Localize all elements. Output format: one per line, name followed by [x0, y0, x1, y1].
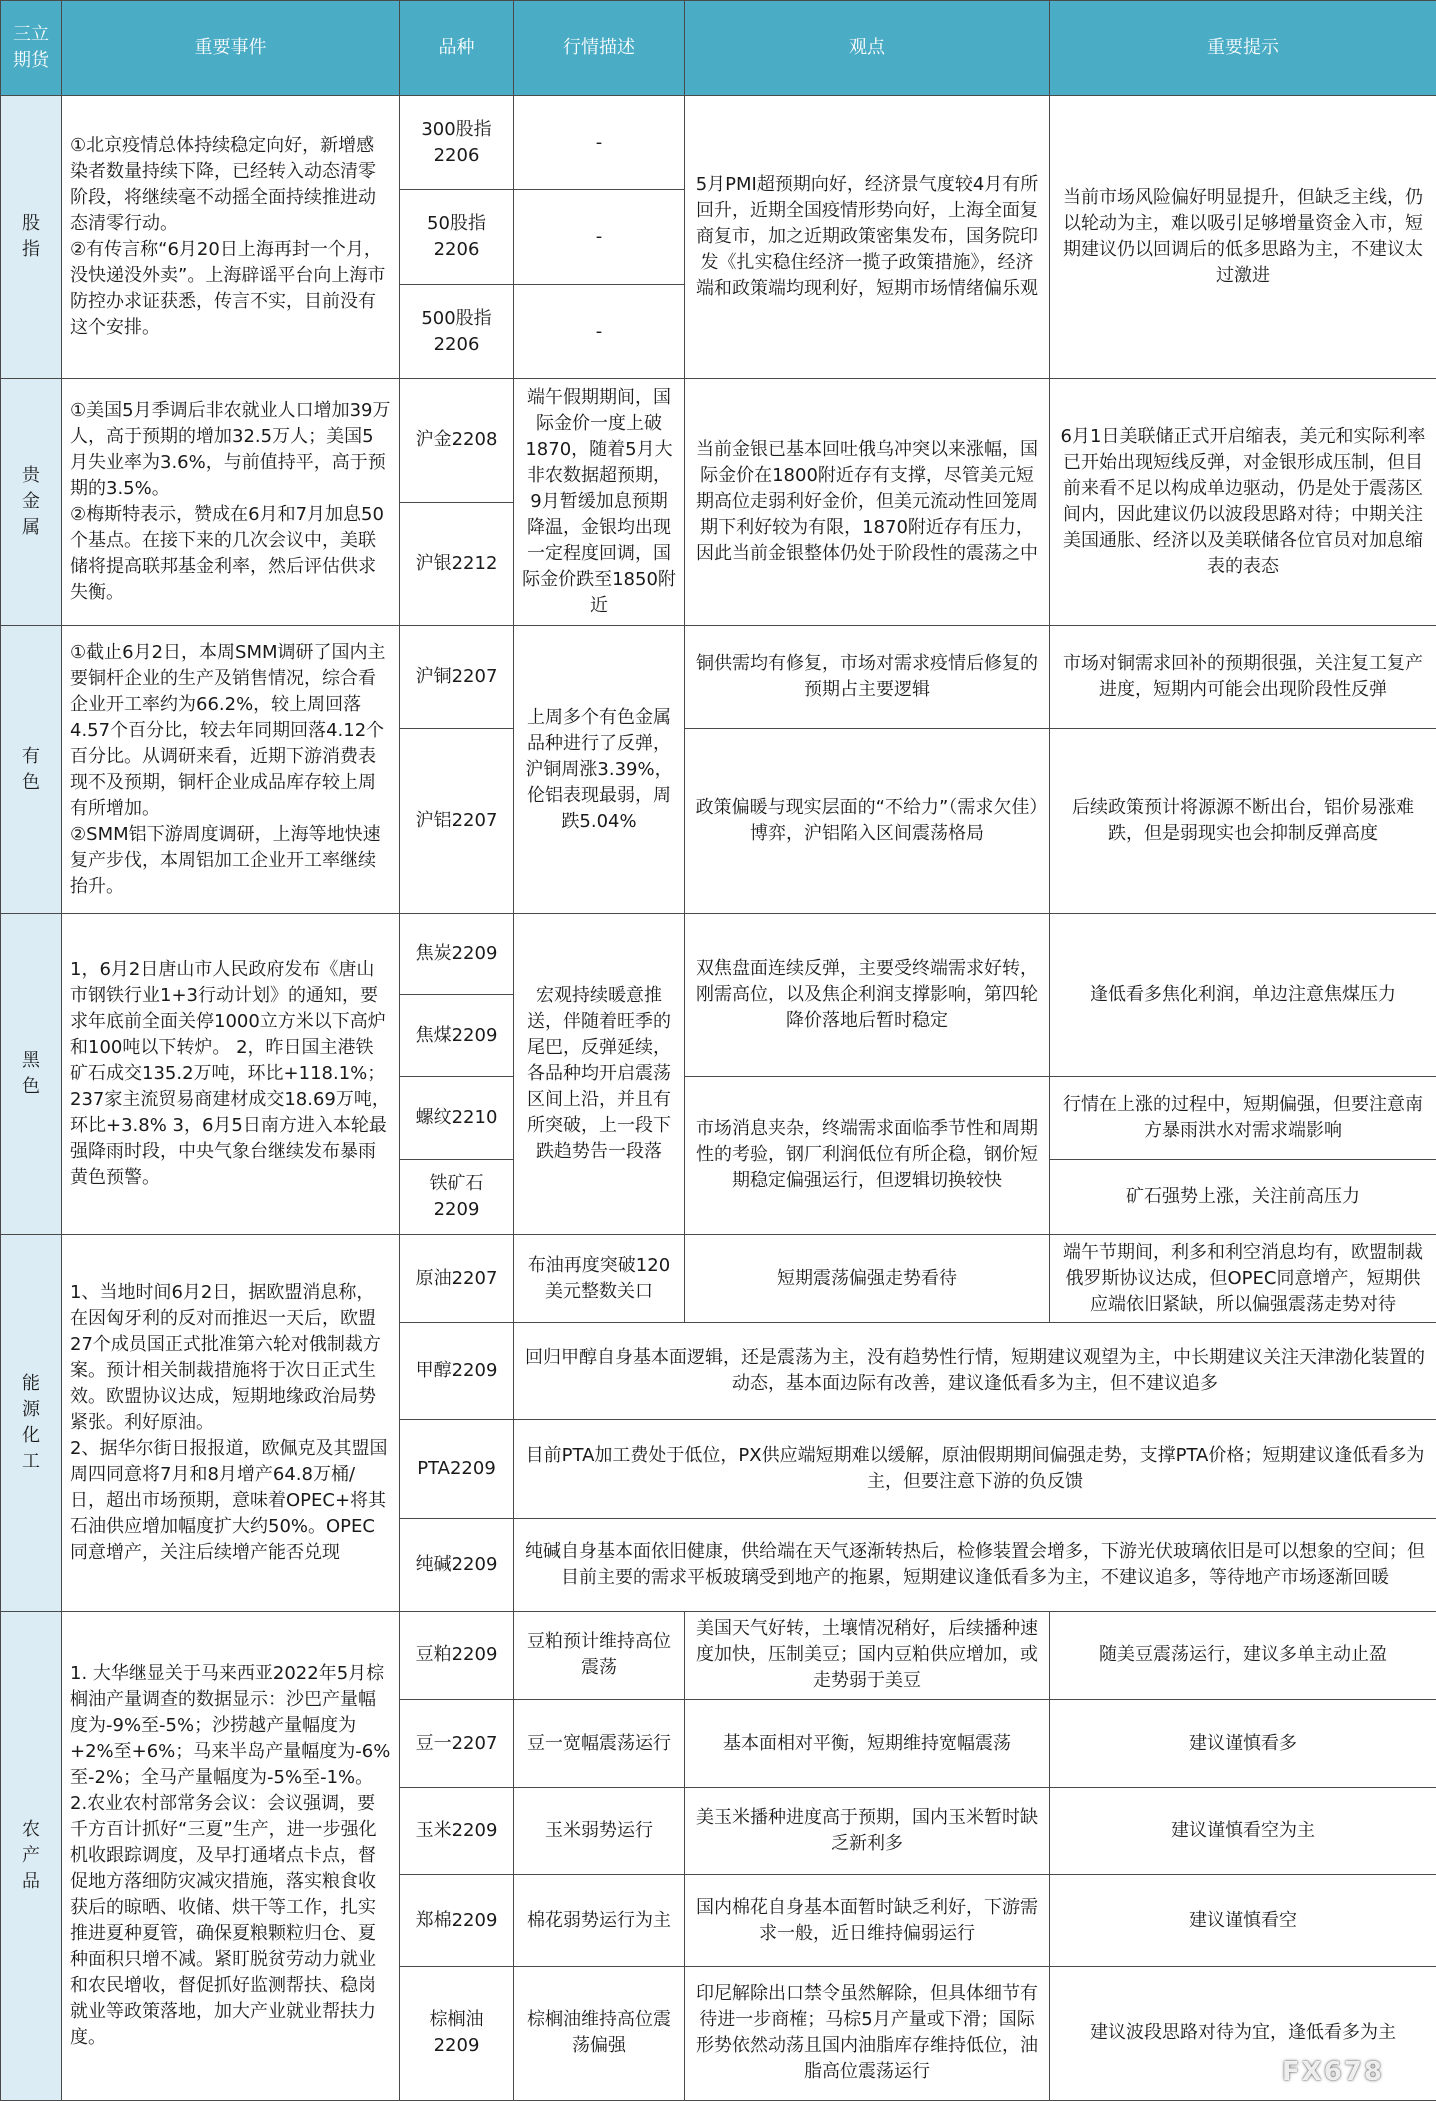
- sector-nonferrous: 有 色: [1, 625, 62, 913]
- nonferrous-events: ①截止6月2日，本周SMM调研了国内主要铜杆企业的生产及销售情况，综合看企业开工率约为66.2%，较上周回落4.57个百分比，较去年同期回落4.12个百分比。从调研来看，近期下游消费表现不及预期，铜杆企业成品库存较上周有所增加。 ②SMM铝下游周度调研，上海等地快速复产步伐，本周铝加工企业开工率继续抬升。: [62, 625, 400, 913]
- variety-cell: 甲醇2209: [400, 1323, 514, 1419]
- view-cell: 政策偏暖与现实层面的“不给力”（需求欠佳）博弈，沪铝陷入区间震荡格局: [685, 729, 1050, 914]
- variety-cell: 焦炭2209: [400, 914, 514, 995]
- variety-cell: 棕榈油2209: [400, 1966, 514, 2100]
- variety-cell: 郑棉2209: [400, 1875, 514, 1966]
- table-row: [1, 96, 1436, 190]
- metal-tip: 6月1日美联储正式开启缩表，美元和实际利率已开始出现短线反弹，对金银形成压制，但目前来看不足以构成单边驱动，仍是处于震荡区间内，因此建议仍以波段思路对待；中期关注美国通胀、经济以及美联储各位官员对加息缩表的表态: [1050, 379, 1436, 626]
- desc-cell: -: [514, 284, 685, 378]
- variety-cell: 50股指 2206: [400, 190, 514, 284]
- variety-cell: 沪铜2207: [400, 625, 514, 729]
- tip-cell: 后续政策预计将源源不断出台，铝价易涨难跌，但是弱现实也会抑制反弹高度: [1050, 729, 1436, 914]
- table-row: [1, 379, 1436, 502]
- sector-stock: 股 指: [1, 96, 62, 379]
- variety-cell: 500股指 2206: [400, 284, 514, 378]
- view-cell: 美玉米播种进度高于预期，国内玉米暂时缺乏新利多: [685, 1788, 1050, 1875]
- soda-comment: 纯碱自身基本面依旧健康，供给端在天气逐渐转热后，检修装置会增多，下游光伏玻璃依旧是可以想象的空间；但目前主要的需求平板玻璃受到地产的拖累，短期建议逢低看多为主，不建议追多，等待地产市场逐渐回暖: [514, 1519, 1436, 1611]
- energy-events: 1、当地时间6月2日，据欧盟消息称，在因匈牙利的反对而推迟一天后，欧盟27个成员国正式批准第六轮对俄制裁方案。预计相关制裁措施将于次日正式生效。欧盟协议达成，短期地缘政治局势紧张。利好原油。 2、据华尔街日报报道，欧佩克及其盟国周四同意将7月和8月增产64.8万桶/日，超出市场预期，意味着OPEC+将其石油供应增加幅度扩大约50%。OPEC同意增产，关注后续增产能否兑现: [62, 1234, 400, 1611]
- variety-cell: 原油2207: [400, 1234, 514, 1322]
- ferrous-events: 1，6月2日唐山市人民政府发布《唐山市钢铁行业1+3行动计划》的通知，要求年底前全面关停1000立方米以下高炉和100吨以下转炉。 2，昨日国主港铁矿石成交135.2万吨，环比+118.1%；237家主流贸易商建材成交18.69万吨，环比+3.8% 3，6月5日南方进入本轮最强降雨时段，中央气象台继续发布暴雨黄色预警。: [62, 914, 400, 1235]
- variety-cell: 300股指 2206: [400, 96, 514, 190]
- tip-cell: 建议谨慎看空: [1050, 1875, 1436, 1966]
- tip-cell: 建议谨慎看空为主: [1050, 1788, 1436, 1875]
- variety-cell: 焦煤2209: [400, 995, 514, 1076]
- tip-cell: 市场对铜需求回补的预期很强，关注复工复产进度，短期内可能会出现阶段性反弹: [1050, 625, 1436, 729]
- stock-events: ①北京疫情总体持续稳定向好，新增感染者数量持续下降，已经转入动态清零阶段，将继续毫不动摇全面持续推进动态清零行动。 ②有传言称“6月20日上海再封一个月，没快递没外卖”。上海辟谣平台向上海市防控办求证获悉，传言不实，目前没有这个安排。: [62, 96, 400, 379]
- tip-header: 重要提示: [1050, 1, 1436, 96]
- view-cell: 国内棉花自身基本面暂时缺乏利好，下游需求一般，近日维持偏弱运行: [685, 1875, 1050, 1966]
- ferrous-tip-coke: 逢低看多焦化利润，单边注意焦煤压力: [1050, 914, 1436, 1076]
- desc-cell: -: [514, 190, 685, 284]
- tip-cell: 随美豆震荡运行，建议多单主动止盈: [1050, 1611, 1436, 1699]
- view-cell: 铜供需均有修复，市场对需求疫情后修复的预期占主要逻辑: [685, 625, 1050, 729]
- desc-cell: -: [514, 96, 685, 190]
- desc-cell: 玉米弱势运行: [514, 1788, 685, 1875]
- variety-cell: 沪银2212: [400, 502, 514, 625]
- desc-header: 行情描述: [514, 1, 685, 96]
- variety-cell: 沪铝2207: [400, 729, 514, 914]
- variety-cell: 豆粕2209: [400, 1611, 514, 1699]
- metal-view: 当前金银已基本回吐俄乌冲突以来涨幅，国际金价在1800附近存有支撑，尽管美元短期高位走弱利好金价，但美元流动性回笼周期下利好较为有限，1870附近存有压力，因此当前金银整体仍处于阶段性的震荡之中: [685, 379, 1050, 626]
- pta-comment: 目前PTA加工费处于低位，PX供应端短期难以缓解，原油假期期间偏强走势，支撑PTA价格；短期建议逢低看多为主，但要注意下游的负反馈: [514, 1419, 1436, 1518]
- variety-cell: 铁矿石2209: [400, 1159, 514, 1234]
- table-row: [1, 1234, 1436, 1322]
- ferrous-view-coke: 双焦盘面连续反弹，主要受终端需求好转，刚需高位，以及焦企利润支撑影响，第四轮降价落地后暂时稳定: [685, 914, 1050, 1076]
- view-cell: 短期震荡偏强走势看待: [685, 1234, 1050, 1322]
- tip-cell: 端午节期间，利多和利空消息均有，欧盟制裁俄罗斯协议达成，但OPEC同意增产，短期供应端依旧紧缺，所以偏强震荡走势对待: [1050, 1234, 1436, 1322]
- variety-cell: 沪金2208: [400, 379, 514, 502]
- view-header: 观点: [685, 1, 1050, 96]
- table-row: [1, 625, 1436, 729]
- tip-cell: 行情在上涨的过程中，短期偏强，但要注意南方暴雨洪水对需求端影响: [1050, 1076, 1436, 1159]
- header-row: [1, 1, 1436, 96]
- sector-metal: 贵 金 属: [1, 379, 62, 626]
- methanol-comment: 回归甲醇自身基本面逻辑，还是震荡为主，没有趋势性行情，短期建议观望为主，中长期建议关注天津渤化装置的动态，基本面边际有改善，建议逢低看多为主，但不建议追多: [514, 1323, 1436, 1419]
- sector-energy: 能 源 化 工: [1, 1234, 62, 1611]
- desc-cell: 棉花弱势运行为主: [514, 1875, 685, 1966]
- variety-cell: 螺纹2210: [400, 1076, 514, 1159]
- table-row: [1, 914, 1436, 995]
- view-cell: 印尼解除出口禁令虽然解除，但具体细节有待进一步商榷；马棕5月产量或下滑；国际形势依然动荡且国内油脂库存维持低位，油脂高位震荡运行: [685, 1966, 1050, 2100]
- view-cell: 基本面相对平衡，短期维持宽幅震荡: [685, 1699, 1050, 1787]
- agri-events: 1. 大华继显关于马来西亚2022年5月棕榈油产量调查的数据显示：沙巴产量幅度为-9%至-5%；沙捞越产量幅度为+2%至+6%；马来半岛产量幅度为-6%至-2%；全马产量幅度为-5%至-1%。 2.农业农村部常务会议：会议强调，要千方百计抓好“三夏”生产，进一步强化机收跟踪调度，及早打通堵点卡点，督促地方落细防灾减灾措施，落实粮食收获后的晾晒、收储、烘干等工作，扎实推进夏种夏管，确保夏粮颗粒归仓、夏种面积只增不减。紧盯脱贫劳动力就业和农民增收，督促抓好监测帮扶、稳岗就业等政策落地，加大产业就业帮扶力度。: [62, 1611, 400, 2100]
- ferrous-view-steel: 市场消息夹杂，终端需求面临季节性和周期性的考验，钢厂利润低位有所企稳，钢价短期稳定偏强运行，但逻辑切换较快: [685, 1076, 1050, 1234]
- variety-cell: 纯碱2209: [400, 1519, 514, 1611]
- variety-cell: 豆一2207: [400, 1699, 514, 1787]
- metal-desc: 端午假期期间，国际金价一度上破1870，随着5月大非农数据超预期，9月暂缓加息预期降温，金银均出现一定程度回调，国际金价跌至1850附近: [514, 379, 685, 626]
- tip-cell: 矿石强势上涨，关注前高压力: [1050, 1159, 1436, 1234]
- desc-cell: 豆一宽幅震荡运行: [514, 1699, 685, 1787]
- variety-cell: PTA2209: [400, 1419, 514, 1518]
- table-row: [1, 1611, 1436, 1699]
- events-header: 重要事件: [62, 1, 400, 96]
- tip-cell: 建议谨慎看多: [1050, 1699, 1436, 1787]
- sector-agri: 农 产 品: [1, 1611, 62, 2100]
- brand-header: 三立 期货: [1, 1, 62, 96]
- desc-cell: 豆粕预计维持高位震荡: [514, 1611, 685, 1699]
- ferrous-desc: 宏观持续暖意推送，伴随着旺季的尾巴，反弹延续，各品种均开启震荡区间上沿，并且有所突破，上一段下跌趋势告一段落: [514, 914, 685, 1235]
- desc-cell: 棕榈油维持高位震荡偏强: [514, 1966, 685, 2100]
- metal-events: ①美国5月季调后非农就业人口增加39万人，高于预期的增加32.5万人；美国5月失业率为3.6%，与前值持平，高于预期的3.5%。 ②梅斯特表示，赞成在6月和7月加息50个基点。在接下来的几次会议中，美联储将提高联邦基金利率，然后评估供求失衡。: [62, 379, 400, 626]
- stock-view: 5月PMI超预期向好，经济景气度较4月有所回升，近期全国疫情形势向好，上海全面复商复市，加之近期政策密集发布，国务院印发《扎实稳住经济一揽子政策措施》，经济端和政策端均现利好，短期市场情绪偏乐观: [685, 96, 1050, 379]
- sector-ferrous: 黑 色: [1, 914, 62, 1235]
- variety-header: 品种: [400, 1, 514, 96]
- variety-cell: 玉米2209: [400, 1788, 514, 1875]
- stock-tip: 当前市场风险偏好明显提升，但缺乏主线，仍以轮动为主，难以吸引足够增量资金入市，短期建议仍以回调后的低多思路为主，不建议太过激进: [1050, 96, 1436, 379]
- watermark-logo: FX678: [1281, 2057, 1384, 2087]
- tip-cell: 建议波段思路对待为宜，逢低看多为主: [1050, 1966, 1436, 2100]
- desc-cell: 布油再度突破120美元整数关口: [514, 1234, 685, 1322]
- view-cell: 美国天气好转，土壤情况稍好，后续播种速度加快，压制美豆；国内豆粕供应增加，或走势弱于美豆: [685, 1611, 1050, 1699]
- nonferrous-desc: 上周多个有色金属品种进行了反弹，沪铜周涨3.39%，伦铝表现最弱，周跌5.04%: [514, 625, 685, 913]
